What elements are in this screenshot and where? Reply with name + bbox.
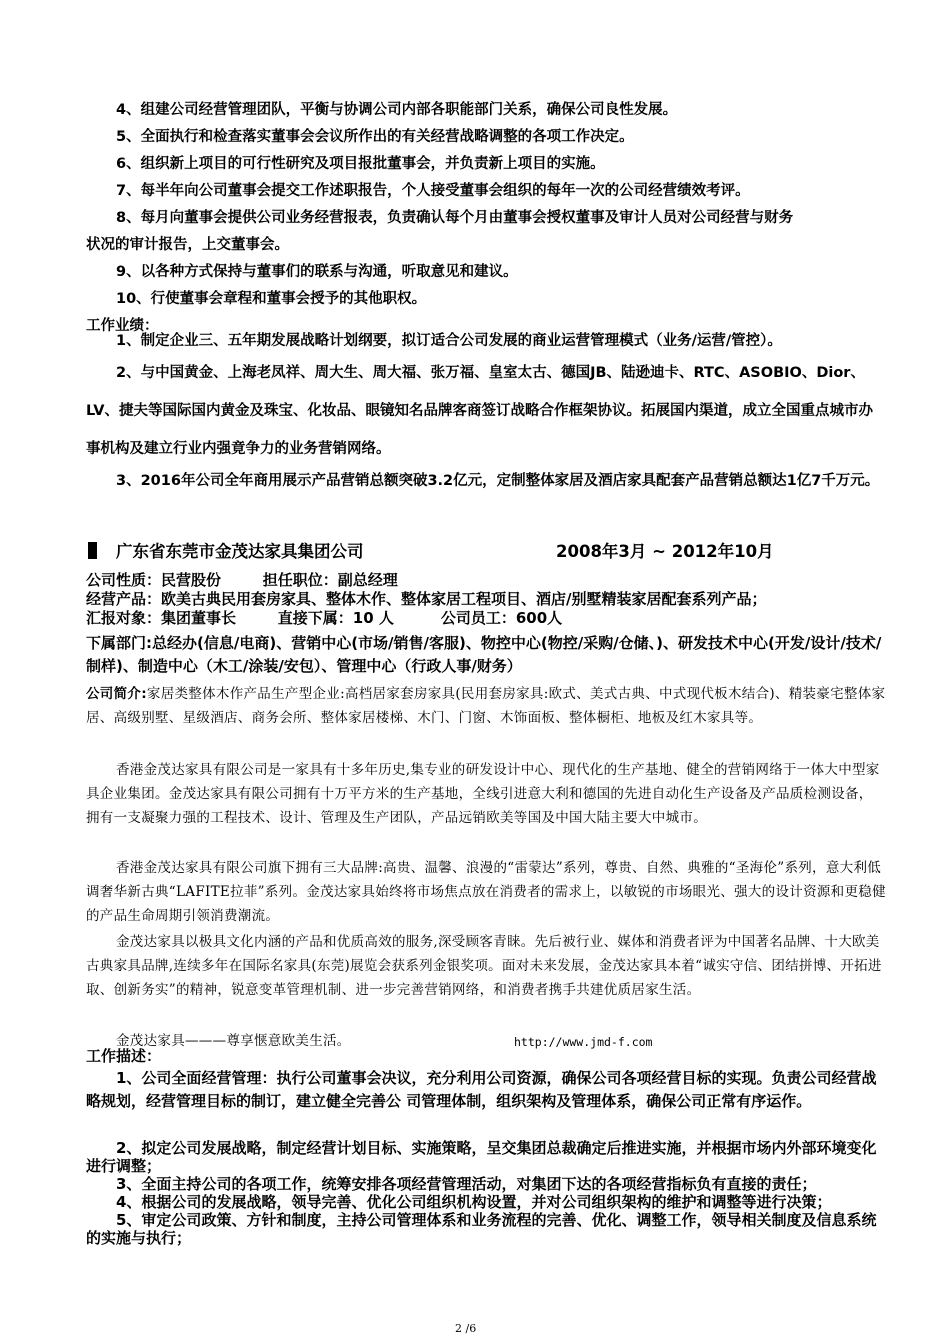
company-name: 广东省东莞市金茂达家具集团公司 — [116, 542, 364, 561]
company-products: 经营产品：欧美古典民用套房家具、整体木作、整体家居工程项目、酒店/别墅精装家居配套系列产品； — [86, 590, 767, 608]
company-departments: 下属部门:总经办(信息/电商)、营销中心(市场/销售/客服)、物控中心(物控/采购/仓储、)、研发技术中心(开发/设计/技术/制样)、制造中心（木工/涂装/安包）、管理中心（行政人事/财务） — [86, 634, 882, 675]
page-number: 2 /6 — [455, 1322, 477, 1335]
company-intro — [86, 682, 886, 730]
company-paragraph: 香港金茂达家具有限公司旗下拥有三大品牌:高贵、温馨、浪漫的“雷蒙达”系列，尊贵、自然、典雅的“圣海伦”系列，意大利低调奢华新古典“LAFITE拉菲”系列。金茂达家具始终将市场焦点放在消费者的需求上，以敏锐的市场眼光、强大的设计资源和更稳健的产品生命周期引领消费潮流。 — [86, 860, 886, 924]
duty-item: 4、组建公司经营管理团队，平衡与协调公司内部各职能部门关系，确保公司良性发展。 — [116, 102, 678, 118]
company-intro-label: 公司简介: — [86, 686, 147, 702]
duty-item: 7、每半年向公司董事会提交工作述职报告，个人接受董事会组织的每年一次的公司经营绩效考评。 — [116, 183, 750, 199]
work-desc-heading: 工作描述： — [86, 1047, 162, 1065]
work-desc-item: 5、审定公司政策、方针和制度，主持公司管理体系和业务流程的完善、优化、调整工作，领导相关制度及信息系统的实施与执行； — [86, 1211, 877, 1247]
achievement-item: 3、2016年公司全年商用展示产品营销总额突破3.2亿元，定制整体家居及酒店家具配套产品营销总额达1亿7千万元。 — [116, 473, 880, 489]
duty-item: 5、全面执行和检查落实董事会会议所作出的有关经营战略调整的各项工作决定。 — [116, 129, 634, 145]
company-paragraph: 香港金茂达家具有限公司是一家具有十多年历史,集专业的研发设计中心、现代化的生产基地、健全的营销网络于一体大中型家具企业集团。金茂达家具有限公司拥有十万平方米的生产基地，全线引进意大利和德国的先进自动化生产设备及产品质检测设备，拥有一支凝聚力强的工程技术、设计、管理及生产团队，产品远销欧美等国及中国大陆主要大中城市。 — [86, 762, 880, 826]
employment-period: 2008年3月 ~ 2012年10月 — [556, 542, 774, 561]
company-report-line: 汇报对象：集团董事长 直接下属：10 人 公司员工：600人 — [86, 609, 563, 627]
work-desc-item: 2、拟定公司发展战略，制定经营计划目标、实施策略，呈交集团总裁确定后推进实施，并根据市场内外部环境变化进行调整； — [86, 1139, 877, 1175]
achievement-item: 2、与中国黄金、上海老凤祥、周大生、周大福、张万福、皇室太古、德国JB、陆逊迪卡、RTC、ASOBIO、Dior、LV、捷夫等国际国内黄金及珠宝、化妆品、眼镜知名品牌客商签订战略合作框架协议。拓展国内渠道，成立全国重点城市办事机构及建立行业内强竟争力的业务营销网络。 — [86, 365, 873, 457]
company-paragraph: 金茂达家具以极具文化内涵的产品和优质高效的服务,深受顾客青睐。先后被行业、媒体和消费者评为中国著名品牌、十大欧美古典家具品牌,连续多年在国际名家具(东莞)展览会获系列金银奖项。面对未来发展，金茂达家具本着“诚实守信、团结拼博、开拓进取、创新务实”的精神，锐意变革管理机制、进一步完善营销网络，和消费者携手共建优质居家生活。 — [86, 934, 882, 998]
company-slogan: 金茂达家具———尊享惬意欧美生活。 — [116, 1033, 351, 1049]
company-intro-text: 家居类整体木作产品生产型企业:高档居家套房家具(民用套房家具:欧式、美式古典、中式现代板木结合)、精装豪宅整体家居、高级别墅、星级酒店、商务会所、整体家居楼梯、木门、门窗、木饰面板、整体橱柜、地板及红木家具等。 — [86, 686, 886, 726]
work-desc-item: 4、根据公司的发展战略，领导完善、优化公司组织机构设置，并对公司组织架构的维护和调整等进行决策； — [116, 1193, 832, 1211]
duty-item: 6、组织新上项目的可行性研究及项目报批董事会，并负责新上项目的实施。 — [116, 156, 605, 172]
duty-item: 9、以各种方式保持与董事们的联系与沟通，听取意见和建议。 — [116, 264, 518, 280]
company-website-link[interactable]: http://www.jmd-f.com — [514, 1035, 653, 1049]
work-desc-item: 1、公司全面经营管理：执行公司董事会决议，充分利用公司资源，确保公司各项经营目标的实现。负责公司经营战略规划，经营管理目标的制订，建立健全完善公 司管理体制，组织架构及管理体系，确保公司正常有序运作。 — [86, 1069, 877, 1110]
section-marker-icon — [88, 542, 97, 559]
achievements-heading: 工作业绩： — [86, 318, 159, 334]
work-desc-item: 3、全面主持公司的各项工作，统筹安排各项经营管理活动，对集团下达的各项经营指标负有直接的责任； — [116, 1175, 817, 1193]
duty-item: 10、行使董事会章程和董事会授予的其他职权。 — [116, 291, 427, 307]
duty-item-continued: 状况的审计报告，上交董事会。 — [86, 237, 289, 253]
achievement-item: 1、制定企业三、五年期发展战略计划纲要，拟订适合公司发展的商业运营管理模式（业务/运营/管控）。 — [116, 333, 782, 349]
company-nature: 公司性质：民营股份 担任职位：副总经理 — [86, 571, 398, 589]
duty-item: 8、每月向董事会提供公司业务经营报表，负责确认每个月由董事会授权董事及审计人员对公司经营与财务 — [116, 210, 794, 226]
